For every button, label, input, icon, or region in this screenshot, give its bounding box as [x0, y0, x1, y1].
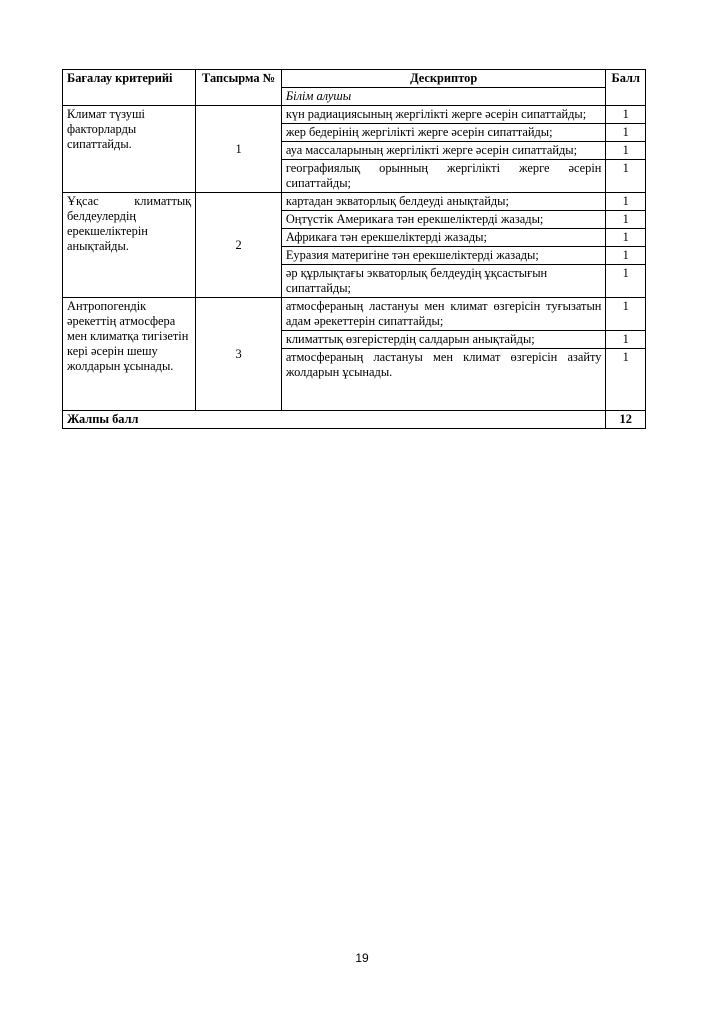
score-cell: 1: [606, 331, 646, 349]
score-cell: 1: [606, 229, 646, 247]
header-learner: Білім алушы: [281, 88, 606, 106]
table-row: [63, 298, 646, 331]
page-number: 19: [355, 951, 369, 965]
descriptor-cell: Еуразия материгіне тән ерекшеліктерді жазады;: [281, 247, 606, 265]
criterion-cell: Климат түзуші факторларды сипаттайды.: [63, 106, 196, 193]
descriptor-cell: ауа массаларының жергілікті жерге әсерін сипаттайды;: [281, 142, 606, 160]
score-cell: 1: [606, 106, 646, 124]
descriptor-cell: әр құрлықтағы экваторлық белдеудің ұқсастығын сипаттайды;: [281, 265, 606, 298]
header-criterion: Бағалау критерийі: [63, 70, 196, 106]
descriptor-cell: жер бедерінің жергілікті жерге әсерін сипаттайды;: [281, 124, 606, 142]
descriptor-cell: климаттық өзгерістердің салдарын анықтайды;: [281, 331, 606, 349]
descriptor-cell: географиялық орынның жергілікті жерге әсерін сипаттайды;: [281, 160, 606, 193]
score-cell: 1: [606, 247, 646, 265]
score-cell: 1: [606, 160, 646, 193]
table-row: [63, 106, 646, 124]
task-number-cell: 3: [196, 298, 282, 411]
descriptor-cell: Африкаға тән ерекшеліктерді жазады;: [281, 229, 606, 247]
task-number-cell: 2: [196, 193, 282, 298]
descriptor-cell: күн радиациясының жергілікті жерге әсерін сипаттайды;: [281, 106, 606, 124]
total-row: [63, 411, 646, 429]
header-task: Тапсырма №: [196, 70, 282, 106]
assessment-rubric-table: [62, 69, 646, 429]
total-label: Жалпы балл: [63, 411, 606, 429]
table-row: [63, 193, 646, 211]
task-number-cell: 1: [196, 106, 282, 193]
descriptor-cell: Оңтүстік Америкаға тән ерекшеліктерді жазады;: [281, 211, 606, 229]
score-cell: 1: [606, 298, 646, 331]
score-cell: 1: [606, 124, 646, 142]
header-descriptor: Дескриптор: [281, 70, 606, 88]
total-score: 12: [606, 411, 646, 429]
header-row: [63, 70, 646, 88]
descriptor-cell: атмосфераның ластануы мен климат өзгерісін туғызатын адам әрекеттерін сипаттайды;: [281, 298, 606, 331]
score-cell: 1: [606, 142, 646, 160]
criterion-cell: Антропогендік әрекеттің атмосфера мен климатқа тигізетін кері әсерін шешу жолдарын ұсынады.: [63, 298, 196, 411]
score-cell: 1: [606, 193, 646, 211]
score-cell: 1: [606, 349, 646, 411]
score-cell: 1: [606, 265, 646, 298]
score-cell: 1: [606, 211, 646, 229]
descriptor-cell: атмосфераның ластануы мен климат өзгерісін азайту жолдарын ұсынады.: [281, 349, 606, 411]
header-score: Балл: [606, 70, 646, 106]
criterion-cell: Ұқсас климаттық белдеулердің ерекшеліктерін анықтайды.: [63, 193, 196, 298]
descriptor-cell: картадан экваторлық белдеуді анықтайды;: [281, 193, 606, 211]
